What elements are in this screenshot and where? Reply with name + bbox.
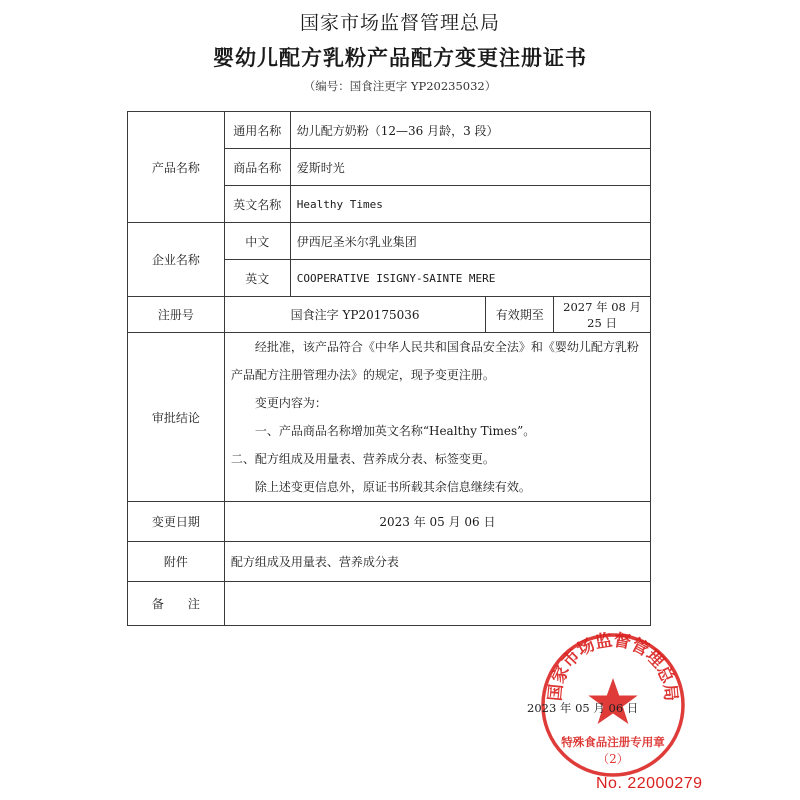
issuing-authority: 国家市场监督管理总局 [299, 12, 500, 34]
registration-value: 国食注字 YP20175036 [224, 297, 485, 333]
row-change-date [128, 502, 651, 542]
row-attachments [128, 542, 651, 582]
change-date-value: 2023 年 05 月 06 日 [224, 502, 650, 542]
brand-name-value: 爱斯时光 [290, 149, 650, 186]
enterprise-cn-label: 中文 [224, 223, 290, 260]
conclusion-label: 审批结论 [128, 333, 225, 502]
row-remarks [128, 582, 651, 626]
enterprise-section-label: 企业名称 [128, 223, 225, 297]
serial-number: No. 22000279 [596, 775, 703, 792]
generic-name-label: 通用名称 [224, 112, 290, 149]
conclusion-line: 二、配方组成及用量表、营养成分表、标签变更。 [230, 452, 495, 466]
validity-label: 有效期至 [486, 297, 554, 333]
change-date-label: 变更日期 [128, 502, 225, 542]
attachments-label: 附件 [128, 542, 225, 582]
registration-label: 注册号 [128, 297, 225, 333]
certificate-title: 婴幼儿配方乳粉产品配方变更注册证书 [213, 45, 587, 70]
english-name-label: 英文名称 [224, 186, 290, 223]
certificate-number: （编号：国食注更字 YP20235032） [303, 79, 497, 93]
row-conclusion [128, 333, 651, 502]
conclusion-line: 一、产品商品名称增加英文名称“Healthy Times”。 [254, 424, 536, 438]
seal-ring-text: 国家市场监督管理总局 [545, 630, 681, 703]
attachments-value: 配方组成及用量表、营养成分表 [224, 542, 650, 582]
conclusion-text [224, 333, 650, 502]
seal-date: 2023 年 05 月 06 日 [527, 701, 639, 715]
seal-number-text: （2） [597, 752, 629, 766]
english-name-value: Healthy Times [290, 186, 650, 223]
seal-bottom-text: 特殊食品注册专用章 [561, 735, 665, 749]
remarks-label: 备 注 [128, 582, 225, 626]
enterprise-cn-value: 伊西尼圣米尔乳业集团 [290, 223, 650, 260]
conclusion-line: 经批准，该产品符合《中华人民共和国食品安全法》和《婴幼儿配方乳粉 [254, 340, 639, 354]
row-enterprise-cn [128, 223, 651, 260]
enterprise-en-value: COOPERATIVE ISIGNY-SAINTE MERE [290, 260, 650, 297]
conclusion-line: 变更内容为： [254, 396, 327, 410]
conclusion-line: 产品配方注册管理办法》的规定，现予变更注册。 [230, 368, 495, 382]
conclusion-line: 除上述变更信息外，原证书所载其余信息继续有效。 [254, 480, 531, 494]
row-generic-name [128, 112, 651, 149]
brand-name-label: 商品名称 [224, 149, 290, 186]
row-registration [128, 297, 651, 333]
generic-name-value: 幼儿配方奶粉（12—36 月龄，3 段） [290, 112, 650, 149]
remarks-value [224, 582, 650, 626]
certificate-table [127, 111, 651, 626]
product-section-label: 产品名称 [128, 112, 225, 223]
validity-value: 2027 年 08 月 25 日 [554, 297, 651, 333]
enterprise-en-label: 英文 [224, 260, 290, 297]
